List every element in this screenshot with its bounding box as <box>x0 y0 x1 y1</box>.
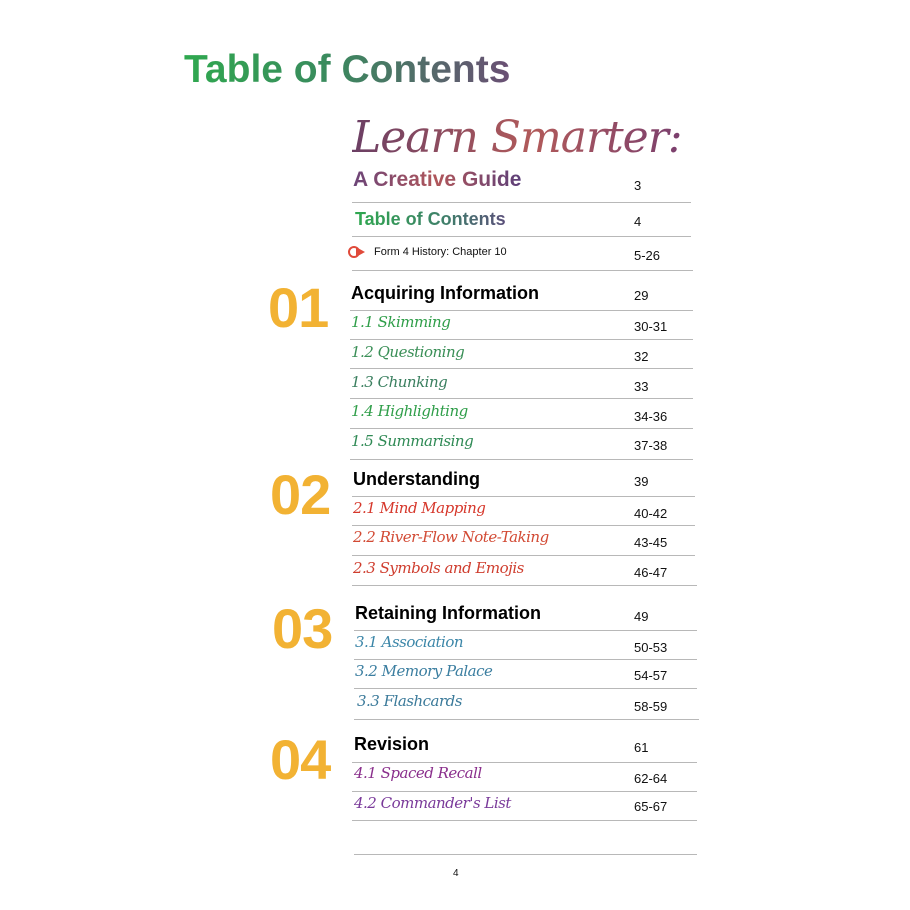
footer-divider <box>354 854 697 855</box>
divider <box>352 585 697 586</box>
subsection-label[interactable]: 1.3 Chunking <box>351 373 448 391</box>
section-page: 39 <box>634 474 649 489</box>
book-title: Learn Smarter: <box>352 112 682 163</box>
subsection-label[interactable]: 1.2 Questioning <box>351 343 465 361</box>
divider <box>352 791 697 792</box>
section-title[interactable]: Retaining Information <box>355 603 541 623</box>
subsection-label[interactable]: 2.2 River-Flow Note-Taking <box>353 528 549 546</box>
subsection-label[interactable]: 1.4 Highlighting <box>351 402 468 420</box>
subsection-page: 58-59 <box>634 699 668 714</box>
subsection-page: 50-53 <box>634 640 668 655</box>
subsection-label[interactable]: 3.3 Flashcards <box>357 692 462 710</box>
divider <box>354 688 697 689</box>
divider <box>350 310 693 311</box>
section-page: 29 <box>634 288 649 303</box>
divider <box>352 202 691 203</box>
subsection-label[interactable]: 4.1 Spaced Recall <box>354 764 482 782</box>
divider <box>350 459 693 460</box>
subsection-label[interactable]: 2.3 Symbols and Emojis <box>353 559 524 577</box>
section-number: 04 <box>270 728 331 791</box>
subsection-label[interactable]: 3.1 Association <box>355 633 464 651</box>
section-number: 01 <box>268 276 329 339</box>
subsection-page: 40-42 <box>634 506 668 521</box>
subsection-page: 54-57 <box>634 668 668 683</box>
divider <box>352 525 695 526</box>
front-matter-label-history[interactable]: Form 4 History: Chapter 10 <box>374 246 507 258</box>
divider <box>350 428 693 429</box>
subsection-label[interactable]: 1.5 Summarising <box>351 432 474 450</box>
front-matter-page-history: 5-26 <box>634 248 661 263</box>
front-matter-label-guide[interactable]: A Creative Guide <box>353 168 522 191</box>
divider <box>354 630 697 631</box>
section-title[interactable]: Understanding <box>353 469 481 489</box>
section-page: 61 <box>634 740 649 755</box>
page-title: Table of Contents <box>184 48 511 91</box>
divider <box>350 368 693 369</box>
section-title[interactable]: Revision <box>354 734 430 754</box>
subsection-label[interactable]: 1.1 Skimming <box>351 313 451 331</box>
subsection-page: 65-67 <box>634 799 668 814</box>
subsection-page: 43-45 <box>634 535 668 550</box>
subsection-page: 62-64 <box>634 771 668 786</box>
subsection-page: 46-47 <box>634 565 668 580</box>
arrow-bullet-icon <box>348 245 366 259</box>
divider <box>354 719 699 720</box>
subsection-page: 34-36 <box>634 409 668 424</box>
section-page: 49 <box>634 609 649 624</box>
divider <box>352 496 695 497</box>
subsection-label[interactable]: 3.2 Memory Palace <box>355 662 493 680</box>
subsection-page: 30-31 <box>634 319 668 334</box>
divider <box>350 398 693 399</box>
subsection-label[interactable]: 4.2 Commander's List <box>354 794 511 812</box>
subsection-page: 32 <box>634 349 649 364</box>
subsection-page: 37-38 <box>634 438 668 453</box>
divider <box>352 555 695 556</box>
divider <box>352 820 697 821</box>
front-matter-label-toc[interactable]: Table of Contents <box>355 209 506 229</box>
section-number: 02 <box>270 463 331 526</box>
divider <box>350 339 693 340</box>
section-title[interactable]: Acquiring Information <box>351 283 539 303</box>
subsection-label[interactable]: 2.1 Mind Mapping <box>353 499 486 517</box>
footer-page-number: 4 <box>453 868 459 879</box>
divider <box>352 762 697 763</box>
divider <box>352 236 691 237</box>
section-number: 03 <box>272 597 333 660</box>
subsection-page: 33 <box>634 379 649 394</box>
front-matter-page-guide: 3 <box>634 178 642 193</box>
divider <box>354 659 697 660</box>
divider <box>352 270 693 271</box>
front-matter-page-toc: 4 <box>634 214 642 229</box>
